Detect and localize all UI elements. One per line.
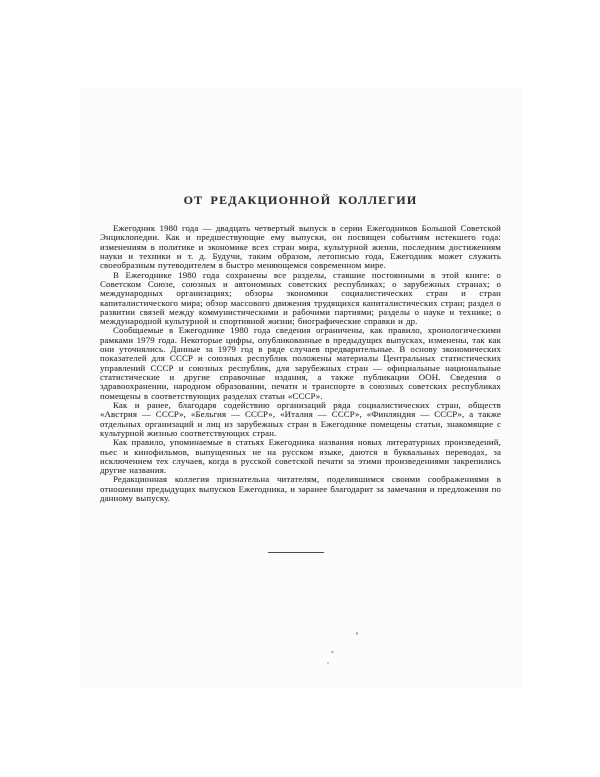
scan-speck	[356, 632, 358, 635]
scan-speck	[331, 651, 334, 653]
paragraph: Ежегодник 1980 года — двадцать четвертый выпуск в серии Ежегодников Большой Советской Энциклопедии. Как и предшествующие ему выпуски, он посвящен событиям истекшего года: изменениям в политике и экономике всех стран мира, культурной жизни, последним достижениям науки и техники и т. д. Будучи, таким образом, летописью года, Ежегодник может служить своеобразным путеводителем в быстро меняющемся современном мире.	[100, 223, 501, 271]
page-title: ОТ РЕДАКЦИОННОЙ КОЛЛЕГИИ	[183, 193, 418, 207]
paragraph: Редакционная коллегия признательна читателям, поделившимся своими соображениями в отношении предыдущих выпусков Ежегодника, и заранее благодарит за замечания и предложения по данному выпуску.	[100, 474, 501, 504]
scan-speck	[327, 662, 329, 664]
article-body	[100, 224, 501, 503]
section-end-divider	[268, 552, 324, 553]
paragraph: Как правило, упоминаемые в статьях Ежегодника названия новых литературных произведений, пьес и кинофильмов, выпущенных не на русском языке, даются в буквальных переводах, за исключением тех случаев, когда в русской советской печати за этими произведениями закрепились другие названия.	[100, 437, 501, 476]
paragraph: Как и ранее, благодаря содействию организаций ряда социалистических стран, обществ «Австрия — СССР», «Бельгия — СССР», «Италия — СССР», «Финляндия — СССР», а также отдельных организаций и лиц из зарубежных стран в Ежегоднике помещены статьи, знакомящие с культурной жизнью соответствующих стран.	[100, 399, 501, 438]
paragraph: В Ежегоднике 1980 года сохранены все разделы, ставшие постоянными в этой книге: о Советском Союзе, союзных и автономных советских республиках; о зарубежных странах; о международных организациях; обзоры экономики социалистических стран и стран капиталистического мира; обзор массового движения трудящихся капиталистических стран; раздел о развитии связей между коммунистическими и рабочими партиями; разделы о науке и технике; о международной культурной и спортивной жизни; биографические справки и др.	[100, 269, 501, 327]
paragraph: Сообщаемые в Ежегоднике 1980 года сведения ограничены, как правило, хронологическими рамками 1979 года. Некоторые цифры, опубликованные в предыдущих выпусках, изменены, так как они уточнялись. Данные за 1979 год в ряде случаев предварительные. В основу экономических показателей для СССР и союзных республик положены материалы Центральных статистических управлений СССР и союзных республик, для зарубежных стран — официальные национальные статистические и другие справочные издания, а также публикации ООН. Сведения о здравоохранении, народном образовании, печати и транспорте в союзных советских республиках помещены в соответствующих разделах статьи «СССР».	[100, 325, 501, 401]
